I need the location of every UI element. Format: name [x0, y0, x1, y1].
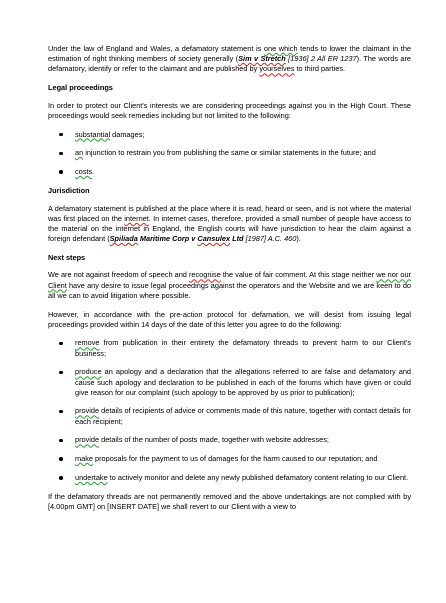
- list-item-text: injunction to restrain you from publishing the same or similar statements in the future; and: [83, 148, 376, 158]
- list-item: [48, 406, 411, 426]
- list-item-text: details of the number of posts made, together with website addresses;: [99, 435, 329, 445]
- list-item: [48, 435, 411, 445]
- text-run: the value of fair comment. At this stage neither: [220, 270, 377, 280]
- text-run: to third parties.: [294, 64, 346, 74]
- text-run: We are not against freedom of speech and: [48, 270, 189, 280]
- demands-list: [48, 338, 411, 483]
- text-run: have any desire to issue legal proceedings against the operators and the Website and we are keen to do all we can to avoid litigation where possible.: [48, 280, 411, 300]
- heading-next-steps: Next steps: [48, 252, 86, 262]
- text-run: tends to lower the claimant in the estimation of right thinking members of society generally (: [48, 44, 412, 64]
- text-run: . In internet cases, therefore, provided a small number of people have access to the material on the internet in England, the English courts will have jurisdiction to hear the claim against a foreign defendant (: [48, 213, 412, 244]
- spelling-flag[interactable]: recognise: [188, 270, 221, 280]
- case-name-flagged[interactable]: Sim v Stretch: [238, 54, 286, 64]
- grammar-flag[interactable]: produce: [75, 367, 102, 377]
- text-run: ). The words are defamatory, identify or refer to the claimant and are published by: [48, 54, 411, 74]
- closing-paragraph: If the defamatory threads are not permanently removed and the above undertakings are not complied with by [4.00pm GMT] on [INSERT DATE] we shall revert to our Client with a view to: [48, 491, 411, 512]
- heading-legal-proceedings: Legal proceedings: [48, 83, 113, 93]
- list-item: [48, 148, 411, 158]
- heading-jurisdiction: Jurisdiction: [48, 186, 90, 196]
- grammar-flag[interactable]: an: [75, 148, 84, 158]
- case-citation: [1987] A.C. 460: [243, 234, 297, 244]
- list-item: [48, 167, 411, 177]
- list-item-text: to actively monitor and delete any newly published defamatory content relating to our Client.: [107, 472, 409, 482]
- next-steps-paragraph: [48, 270, 411, 301]
- text-run: A defamatory statement is published at the place where it is read, heard or seen, and is not where the material was first placed on the: [48, 203, 411, 223]
- grammar-flag[interactable]: provide: [75, 435, 100, 445]
- list-item-text: an apology and a declaration that the allegations referred to are false and defamatory and cause such apology and declaration to be published in each of the forums which have given or could give reason for our complaint (such apology to be approved by us prior to publication);: [75, 367, 411, 397]
- case-name-flagged[interactable]: Spiliada: [109, 234, 138, 244]
- text-run: Under the law of England and Wales, a defamatory statement is: [48, 44, 264, 53]
- grammar-flag[interactable]: one which: [263, 44, 298, 53]
- grammar-flag[interactable]: remove: [75, 338, 100, 348]
- intro-paragraph: [48, 44, 411, 75]
- grammar-flag[interactable]: costs: [75, 166, 93, 176]
- list-item: [48, 454, 411, 464]
- text-run: Maritime Corp v: [137, 234, 198, 244]
- grammar-flag[interactable]: provide: [75, 406, 100, 416]
- spelling-flag[interactable]: yourselves: [259, 64, 295, 74]
- grammar-flag[interactable]: undertake: [75, 472, 108, 482]
- remedies-list: [48, 130, 411, 178]
- list-item: [48, 338, 411, 358]
- grammar-flag[interactable]: we nor our Client: [48, 270, 411, 290]
- spelling-flag[interactable]: internet: [124, 213, 149, 223]
- text-run: ).: [296, 234, 301, 244]
- case-name: [238, 54, 286, 63]
- grammar-flag[interactable]: make: [75, 454, 93, 464]
- list-item-text: details of recipients of advice or comments made of this nature, together with contact details for each recipient;: [75, 406, 411, 426]
- list-item-text: .: [92, 166, 95, 176]
- jurisdiction-paragraph: [48, 204, 411, 245]
- legal-paragraph: In order to protect our Client's interests we are considering proceedings against you in the High Court. These proceedings would seek remedies including but not limited to the following:: [48, 100, 411, 120]
- list-item: [48, 367, 411, 398]
- case-name: [110, 234, 244, 243]
- list-item-text: proposals for the payment to us of damages for the harm caused to our reputation; and: [92, 454, 378, 464]
- case-name-flagged[interactable]: Cansulex: [197, 234, 231, 244]
- text-run: Ltd: [230, 234, 244, 244]
- protocol-paragraph: However, in accordance with the pre-action protocol for defamation, we will desist from issuing legal proceedings provided within 14 days of the date of this letter you agree to do the following:: [48, 309, 411, 329]
- list-item: [48, 130, 411, 140]
- list-item: [48, 473, 411, 483]
- case-citation: [1936] 2 All ER 1237: [285, 54, 357, 64]
- grammar-flag[interactable]: substantial: [75, 129, 111, 139]
- list-item-text: damages;: [110, 129, 145, 139]
- list-item-text: from publication in their entirety the defamatory threads to prevent harm to our Client's business;: [75, 338, 411, 358]
